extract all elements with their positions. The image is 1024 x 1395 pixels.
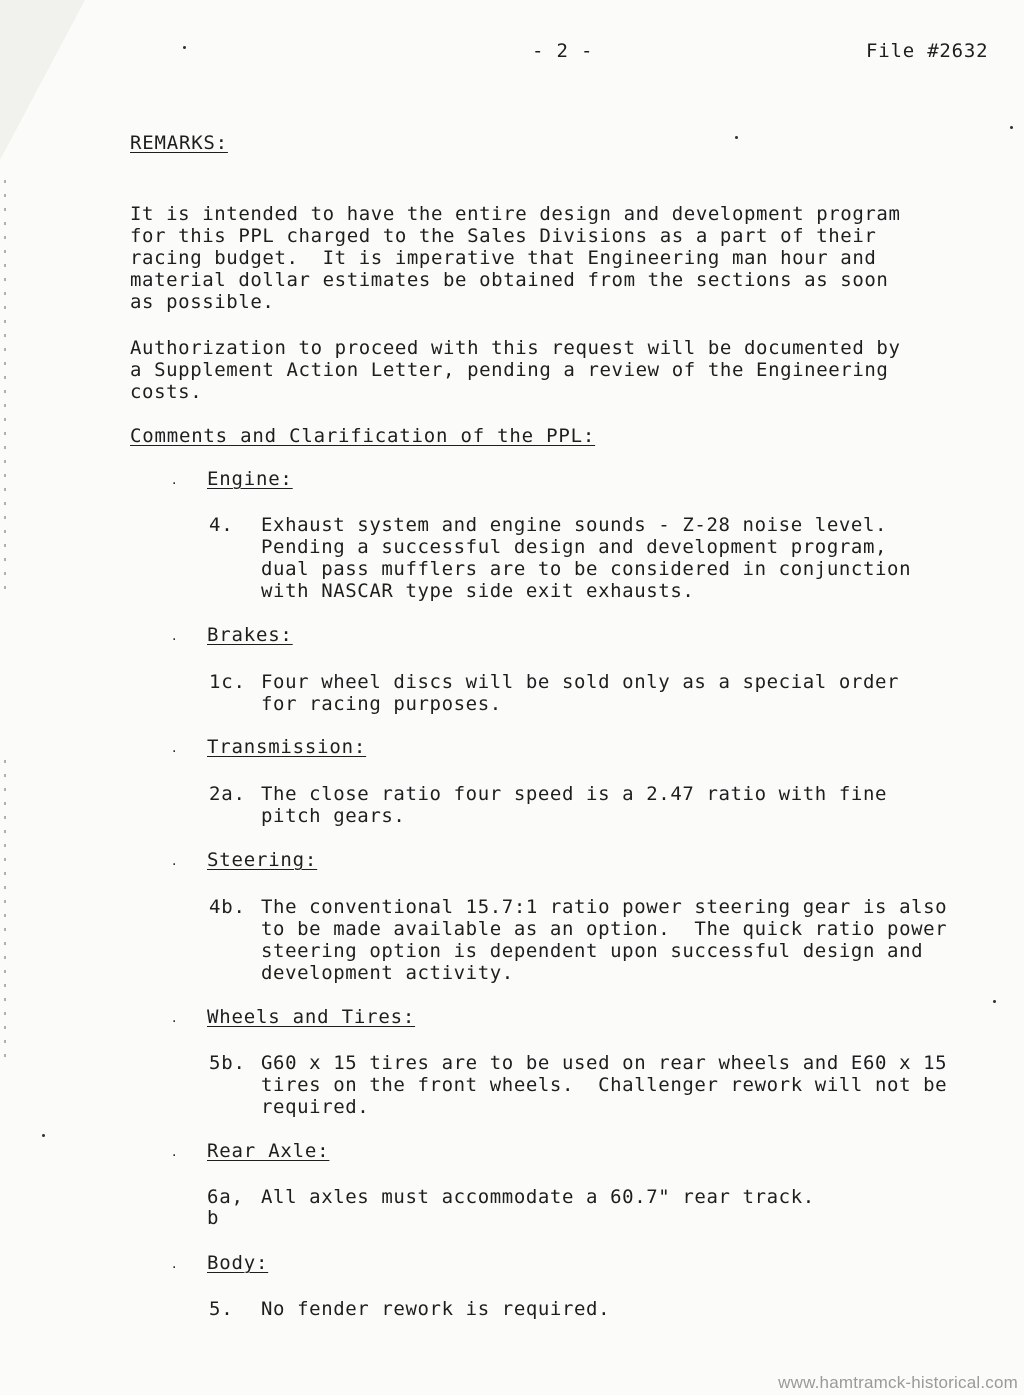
scan-speck	[993, 1000, 996, 1003]
item-text-body	[261, 1298, 610, 1320]
item-line: Pending a successful design and development program,	[261, 536, 888, 558]
section-title-wheels-tires: Wheels and Tires:	[207, 1006, 416, 1028]
paragraph-line: material dollar estimates be obtained from the sections as soon	[130, 269, 889, 291]
item-line: dual pass mufflers are to be considered in conjunction	[261, 558, 912, 580]
paragraph-line: It is intended to have the entire design and development program	[130, 203, 901, 225]
file-number: File #2632	[866, 40, 989, 62]
section-title-body: Body:	[207, 1252, 269, 1274]
bullet-dot: .	[172, 1144, 177, 1160]
item-number-rear-axle: 6a,	[207, 1186, 244, 1208]
item-line: The close ratio four speed is a 2.47 ratio with fine	[261, 783, 888, 805]
item-number-body: 5.	[209, 1298, 234, 1320]
section-title-engine: Engine:	[207, 468, 293, 490]
item-line: to be made available as an option. The quick ratio power	[261, 918, 948, 940]
bullet-dot: .	[172, 628, 177, 644]
bullet-dot: .	[172, 740, 177, 756]
item-line: steering option is dependent upon successful design and	[261, 940, 924, 962]
item-text-steering	[261, 896, 947, 984]
item-number-wheels-tires: 5b.	[209, 1052, 246, 1074]
item-line: G60 x 15 tires are to be used on rear wheels and E60 x 15	[261, 1052, 948, 1074]
item-number-steering: 4b.	[209, 896, 246, 918]
item-text-engine	[261, 514, 911, 602]
item-line: for racing purposes.	[261, 693, 502, 715]
paragraph-line: a Supplement Action Letter, pending a review of the Engineering	[130, 359, 889, 381]
paragraph-line: as possible.	[130, 291, 275, 313]
scan-speck	[42, 1134, 45, 1137]
item-text-rear-axle	[261, 1186, 815, 1208]
paragraph-line: Authorization to proceed with this request will be documented by	[130, 337, 901, 359]
edge-binding-marks	[4, 180, 6, 600]
remarks-paragraph-2	[130, 337, 901, 403]
paragraph-line: for this PPL charged to the Sales Divisions as a part of their	[130, 225, 877, 247]
item-line: The conventional 15.7:1 ratio power steering gear is also	[261, 896, 948, 918]
section-title-brakes: Brakes:	[207, 624, 293, 646]
remarks-paragraph-1	[130, 203, 901, 313]
page-fold-corner	[0, 0, 85, 160]
section-title-rear-axle: Rear Axle:	[207, 1140, 330, 1162]
item-line: All axles must accommodate a 60.7" rear track.	[261, 1186, 815, 1208]
item-line: Four wheel discs will be sold only as a special order	[261, 671, 900, 693]
item-number-engine: 4.	[209, 514, 234, 536]
comments-heading: Comments and Clarification of the PPL:	[130, 425, 596, 447]
item-line: required.	[261, 1096, 370, 1118]
item-line: with NASCAR type side exit exhausts.	[261, 580, 695, 602]
item-number-rear-axle-b: b	[207, 1207, 220, 1229]
item-line: development activity.	[261, 962, 514, 984]
item-text-transmission	[261, 783, 887, 827]
item-number-brakes: 1c.	[209, 671, 246, 693]
watermark: www.hamtramck-historical.com	[778, 1373, 1018, 1392]
section-title-transmission: Transmission:	[207, 736, 367, 758]
item-number-transmission: 2a.	[209, 783, 246, 805]
page-number: - 2 -	[532, 40, 594, 62]
scan-speck	[1010, 126, 1013, 129]
item-line: pitch gears.	[261, 805, 406, 827]
bullet-dot: .	[172, 472, 177, 488]
section-title-steering: Steering:	[207, 849, 318, 871]
item-line: Exhaust system and engine sounds - Z-28 noise level.	[261, 514, 888, 536]
item-text-wheels-tires	[261, 1052, 947, 1118]
item-line: No fender rework is required.	[261, 1298, 611, 1320]
paragraph-line: costs.	[130, 381, 203, 403]
bullet-dot: .	[172, 1010, 177, 1026]
scan-speck	[735, 136, 738, 139]
paragraph-line: racing budget. It is imperative that Engineering man hour and	[130, 247, 877, 269]
bullet-dot: .	[172, 1256, 177, 1272]
item-line: tires on the front wheels. Challenger rework will not be	[261, 1074, 948, 1096]
bullet-dot: .	[172, 853, 177, 869]
edge-binding-marks-lower	[4, 760, 6, 1060]
remarks-heading: REMARKS:	[130, 132, 228, 154]
scan-speck	[183, 46, 186, 49]
item-text-brakes	[261, 671, 899, 715]
